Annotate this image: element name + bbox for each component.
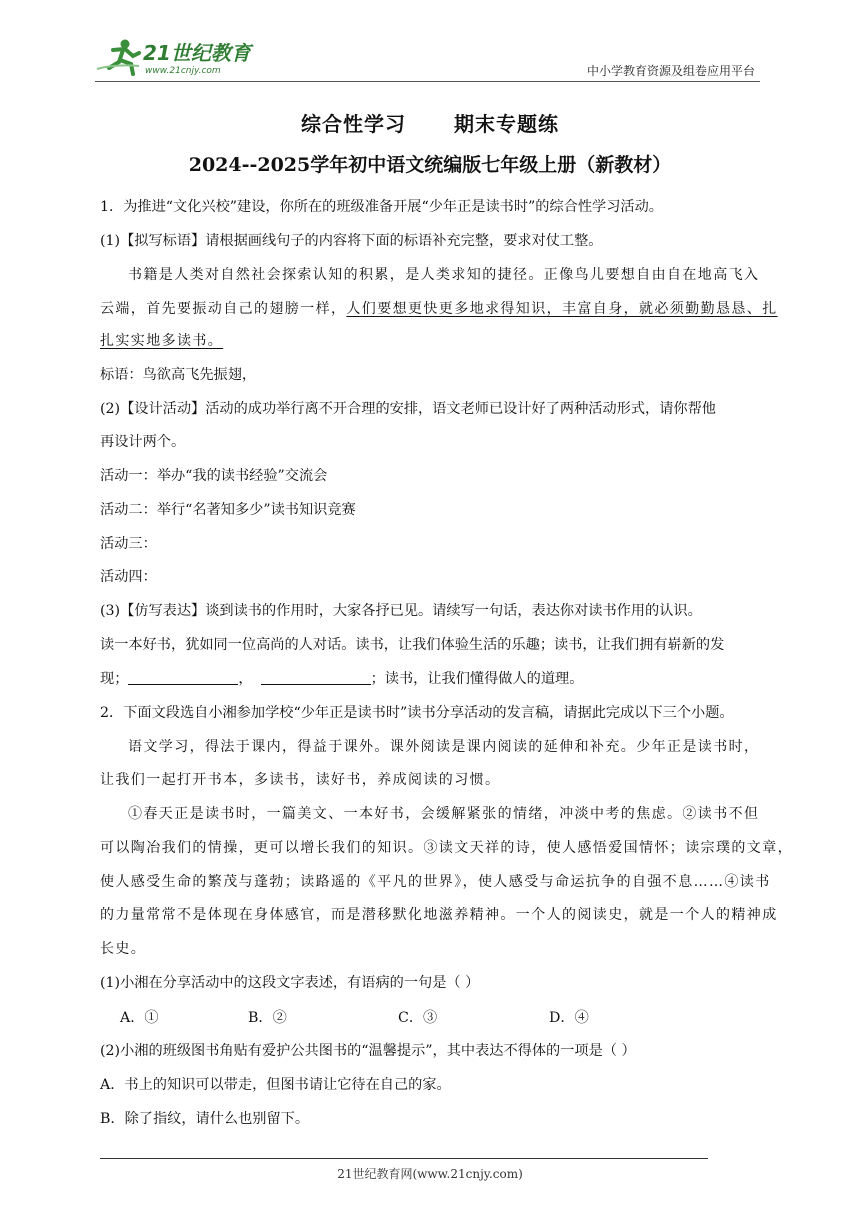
q1-passage-line3: 扎实实地多读书。 [100,333,224,349]
q2-para2-line1: ①春天正是读书时，一篇美文、一本好书，会缓解紧张的情绪，冲淡中考的焦虑。②读书不但 [128,806,760,822]
q2-para1-line2: 让我们一起打开书本，多读书，读好书，养成阅读的习惯。 [100,772,501,788]
q2-sub2-option-b[interactable]: B．除了指纹，请什么也别留下。 [100,1111,310,1127]
q1-part3-text-a: 现； [100,671,129,687]
header-divider [95,81,760,82]
logo-url: www.21cnjy.com [145,66,221,76]
option-a[interactable]: A．① [120,1010,159,1026]
q2-sub2: (2)小湘的班级图书角贴有爱护公共图书的“温馨提示”，其中表达不得体的一项是（ ） [100,1043,636,1059]
page-subtitle: 2024--2025学年初中语文统编版七年级上册（新教材） [188,154,672,176]
q1-passage-line2 [100,299,778,319]
q1-part3-line1: 读一本好书，犹如同一位高尚的人对话。读书，让我们体验生活的乐趣；读书，让我们拥有崭新的发 [100,637,725,653]
option-c[interactable]: C．③ [398,1010,438,1026]
q2-para2-line2: 可以陶冶我们的情操，更可以增长我们的知识。③读文天祥的诗，使人感悟爱国情怀；读宗璞的文章， [100,840,793,856]
q1-slogan: 标语：鸟欲高飞先振翅， [100,367,257,383]
title-part2: 期末专题练 [454,112,559,136]
platform-name: 中小学教育资源及组卷应用平台 [586,64,755,78]
q2-stem: 2．下面文段选自小湘参加学校“少年正是读书时”读书分享活动的发言稿，请据此完成以下三个小题。 [100,705,734,721]
page-title [0,108,860,137]
q1-part2-heading-1: (2)【设计活动】活动的成功举行离不开合理的安排，语文老师已设计好了两种活动形式，请你帮他 [100,401,716,417]
q1-part3-line2 [100,669,583,689]
q1-part3-heading: (3)【仿写表达】谈到读书的作用时，大家各抒已见。请续写一句话，表达你对读书作用的认识。 [100,603,702,619]
q1-part1-heading: (1)【拟写标语】请根据画线句子的内容将下面的标语补充完整，要求对仗工整。 [100,233,603,249]
option-b[interactable]: B．② [248,1010,287,1026]
q2-para2-line4: 的力量常常不是体现在身体感官，而是潜移默化地滋养精神。一个人的阅读史，就是一个人的精神成 [100,907,778,923]
q1-stem: 1．为推进“文化兴校”建设，你所在的班级准备开展“少年正是读书时”的综合性学习活动。 [100,199,663,215]
q1-part3-text-b: ， [238,671,253,687]
q1-activity-4: 活动四： [100,569,157,585]
title-part1: 综合性学习 [301,112,406,136]
q1-part3-text-c: ；读书，让我们懂得做人的道理。 [370,671,584,687]
logo-text: 21世纪教育 [143,41,251,65]
q1-activity-2: 活动二：举行“名著知多少”读书知识竞赛 [100,502,356,518]
site-logo [95,36,275,78]
answer-blank-1[interactable] [128,670,238,685]
q2-para2-line5: 长史。 [100,941,147,957]
q2-para1-line1: 语文学习，得法于课内，得益于课外。课外阅读是课内阅读的延伸和补充。少年正是读书时， [128,739,760,755]
option-d[interactable]: D．④ [549,1010,589,1026]
q1-activity-3: 活动三： [100,536,157,552]
page-header [95,36,760,80]
q1-activity-1: 活动一：举办“我的读书经验”交流会 [100,468,328,484]
q1-passage-line1: 书籍是人类对自然社会探索认知的积累，是人类求知的捷径。正像鸟儿要想自由自在地高飞入 [128,267,760,283]
q2-sub2-option-a[interactable]: A．书上的知识可以带走，但图书请让它待在自己的家。 [100,1077,451,1093]
page-footer: 21世纪教育网(www.21cnjy.com) [337,1167,523,1181]
footer-divider [100,1158,708,1159]
answer-blank-2[interactable] [261,670,371,685]
q1-part2-heading-2: 再设计两个。 [100,434,186,450]
q1-passage-underlined: 人们要想更快更多地求得知识，丰富自身，就必须勤勤恳恳、扎 [346,301,778,317]
q2-sub1: (1)小湘在分享活动中的这段文字表述，有语病的一句是（ ） [100,975,480,991]
q2-para2-line3: 使人感受生命的繁茂与蓬勃；读路遥的《平凡的世界》，使人感受与命运抗争的自强不息……④读书 [100,874,771,890]
q1-passage-plain: 云端，首先要振动自己的翅膀一样， [100,301,347,317]
